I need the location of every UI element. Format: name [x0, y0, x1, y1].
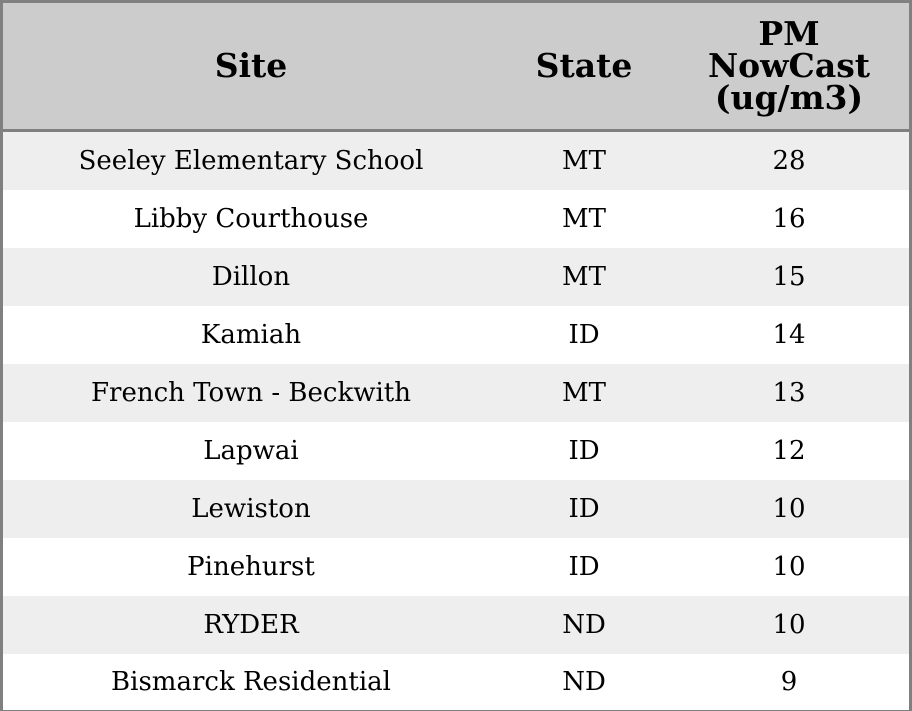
- cell-pm: 15: [669, 248, 909, 306]
- table-row: [3, 654, 909, 710]
- cell-site: Pinehurst: [3, 538, 499, 596]
- header-site: Site: [3, 3, 499, 131]
- header-row: [3, 3, 909, 131]
- cell-site: Kamiah: [3, 306, 499, 364]
- cell-pm: 28: [669, 131, 909, 191]
- cell-site: Lapwai: [3, 422, 499, 480]
- cell-state: MT: [499, 190, 669, 248]
- table-body: [3, 131, 909, 711]
- table-row: [3, 422, 909, 480]
- table-row: [3, 190, 909, 248]
- table-row: [3, 364, 909, 422]
- cell-state: ID: [499, 306, 669, 364]
- cell-state: ID: [499, 538, 669, 596]
- cell-state: MT: [499, 131, 669, 191]
- cell-pm: 10: [669, 538, 909, 596]
- cell-pm: 12: [669, 422, 909, 480]
- table-row: [3, 131, 909, 191]
- cell-state: ND: [499, 654, 669, 710]
- cell-pm: 13: [669, 364, 909, 422]
- cell-site: Bismarck Residential: [3, 654, 499, 710]
- table-row: [3, 306, 909, 364]
- header-pm-nowcast: [669, 3, 909, 131]
- cell-pm: 16: [669, 190, 909, 248]
- cell-state: ID: [499, 422, 669, 480]
- cell-state: MT: [499, 364, 669, 422]
- cell-site: RYDER: [3, 596, 499, 654]
- cell-site: Seeley Elementary School: [3, 131, 499, 191]
- cell-pm: 14: [669, 306, 909, 364]
- cell-site: French Town - Beckwith: [3, 364, 499, 422]
- cell-pm: 10: [669, 480, 909, 538]
- header-pm-line-2: NowCast: [707, 46, 871, 85]
- header-pm-line-3: (ug/m3): [714, 78, 864, 117]
- table-row: [3, 538, 909, 596]
- cell-pm: 9: [669, 654, 909, 710]
- cell-site: Lewiston: [3, 480, 499, 538]
- table-row: [3, 248, 909, 306]
- cell-pm: 10: [669, 596, 909, 654]
- header-pm-line-1: PM: [758, 14, 820, 53]
- cell-site: Libby Courthouse: [3, 190, 499, 248]
- cell-state: ND: [499, 596, 669, 654]
- table-row: [3, 596, 909, 654]
- pm-nowcast-table: [3, 3, 909, 710]
- cell-site: Dillon: [3, 248, 499, 306]
- table-header: [3, 3, 909, 131]
- table-row: [3, 480, 909, 538]
- cell-state: ID: [499, 480, 669, 538]
- header-state: State: [499, 3, 669, 131]
- cell-state: MT: [499, 248, 669, 306]
